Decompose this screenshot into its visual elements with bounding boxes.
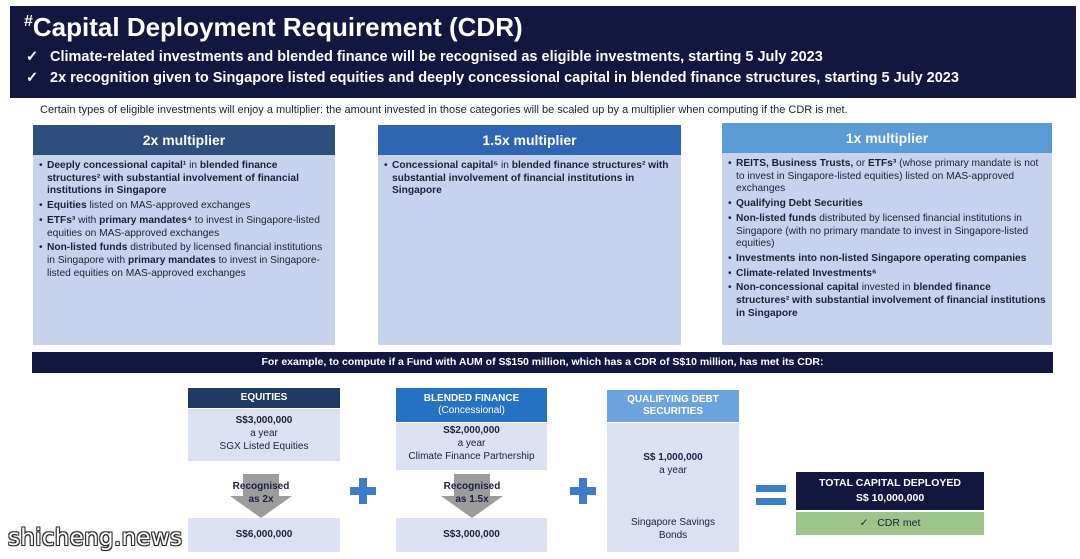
total-capital-box [796, 472, 984, 510]
cdr-met-text: CDR met [877, 517, 921, 529]
blended-amount: S$2,000,000 [443, 425, 500, 436]
debt-desc-line2: Bonds [658, 530, 688, 541]
blended-finance-heading [396, 388, 547, 422]
equities-heading [188, 388, 340, 408]
equities-desc: SGX Listed Equities [219, 441, 309, 452]
multiplier-list-item: • Qualifying Debt Securities [728, 198, 1046, 211]
blended-desc: Climate Finance Partnership [408, 451, 535, 462]
total-label: TOTAL CAPITAL DEPLOYED [819, 477, 961, 489]
debt-amount: S$ 1,000,000 [643, 452, 703, 463]
multiplier-2x-heading: 2x multiplier [33, 125, 335, 155]
multiplier-1-5x-box [378, 155, 681, 345]
equities-multiplier-label: as 2x [248, 494, 274, 505]
debt-heading-text: QUALIFYING DEBT [627, 394, 719, 405]
equities-heading-text: EQUITIES [240, 392, 288, 403]
equities-amount: S$3,000,000 [235, 415, 293, 426]
multiplier-list-item: • Non-listed funds distributed by licensed financial institutions in Singapore with primary mandates to invest in Singapore-listed equities on MAS-approved exchanges [39, 242, 329, 280]
multiplier-1x-box [722, 153, 1052, 345]
check-icon: ✓ [859, 517, 869, 529]
header-bullet-text: 2x recognition given to Singapore listed equities and deeply concessional capital in blended finance structures, starting 5 July 2023 [50, 70, 959, 86]
multiplier-list-item: • Deeply concessional capital¹ in blended finance structures² with substantial involvement of financial institutions in Singapore [39, 160, 329, 198]
equities-box [188, 409, 340, 461]
down-arrow-icon [441, 474, 503, 520]
equals-icon [756, 482, 786, 508]
equities-period: a year [250, 428, 278, 439]
blended-heading-subtext: (Concessional) [438, 405, 505, 416]
blended-arrow-label: Recognised [443, 481, 501, 492]
multiplier-list-item: • Equities listed on MAS-approved exchanges [39, 200, 329, 213]
multiplier-list-item: • REITS, Business Trusts, or ETFs³ (whose primary mandate is not to invest in Singapore-listed equities) listed on MAS-approved exchanges [728, 158, 1046, 196]
debt-securities-heading [607, 390, 739, 422]
debt-period: a year [659, 465, 687, 476]
equities-arrow-label: Recognised [232, 481, 290, 492]
multiplier-1-5x-heading: 1.5x multiplier [378, 125, 681, 155]
debt-heading-subtext: SECURITIES [642, 406, 703, 417]
multiplier-1x-heading: 1x multiplier [722, 123, 1052, 153]
header-bullet-text: Climate-related investments and blended finance will be recognised as eligible investments, starting 5 July 2023 [50, 49, 823, 65]
blended-result: S$3,000,000 [396, 518, 547, 552]
multiplier-list-item: • Non-listed funds distributed by licensed financial institutions in Singapore (with no primary mandate to invest in Singapore-listed equities) [728, 213, 1046, 251]
header-banner [10, 6, 1076, 98]
blended-period: a year [457, 438, 486, 449]
plus-icon [350, 478, 376, 504]
multiplier-list-item: • ETFs³ with primary mandates⁴ to invest in Singapore-listed equities on MAS-approved exchanges [39, 215, 329, 240]
blended-finance-box [396, 423, 547, 470]
multiplier-list-item: • Climate-related Investments⁶ [728, 268, 1046, 281]
title-hash: # [24, 13, 33, 30]
plus-icon [570, 478, 596, 504]
header-bullet-2 [26, 70, 959, 86]
cdr-met-badge [796, 512, 984, 535]
multiplier-list-item: • Concessional capital⁵ in blended finance structures² with substantial involvement of financial institutions in Singapore [384, 160, 675, 198]
example-banner: For example, to compute if a Fund with AUM of S$150 million, which has a CDR of S$10 million, has met its CDR: [32, 352, 1053, 373]
header-bullet-1 [26, 49, 823, 65]
multiplier-2x-box [33, 155, 335, 345]
multiplier-list-item: • Investments into non-listed Singapore operating companies [728, 253, 1046, 266]
multiplier-list-item: • Non-concessional capital invested in blended finance structures² with substantial involvement of financial institutions in Singapore [728, 282, 1046, 320]
debt-desc-line1: Singapore Savings [631, 517, 715, 528]
check-icon: ✓ [26, 70, 39, 86]
check-icon: ✓ [26, 49, 39, 65]
debt-securities-box [607, 423, 739, 552]
total-amount: S$ 10,000,000 [855, 492, 925, 504]
blended-multiplier-label: as 1.5x [455, 494, 489, 505]
intro-text: Certain types of eligible investments will enjoy a multiplier: the amount invested in those categories will be scaled up by a multiplier when computing if the CDR is met. [40, 104, 848, 116]
title-text: Capital Deployment Requirement (CDR) [32, 12, 523, 42]
down-arrow-icon [230, 474, 292, 520]
equities-result: S$6,000,000 [188, 518, 340, 552]
watermark-logo: shicheng.news [8, 525, 183, 551]
page-title [24, 12, 523, 43]
blended-heading-text: BLENDED FINANCE [423, 393, 520, 404]
